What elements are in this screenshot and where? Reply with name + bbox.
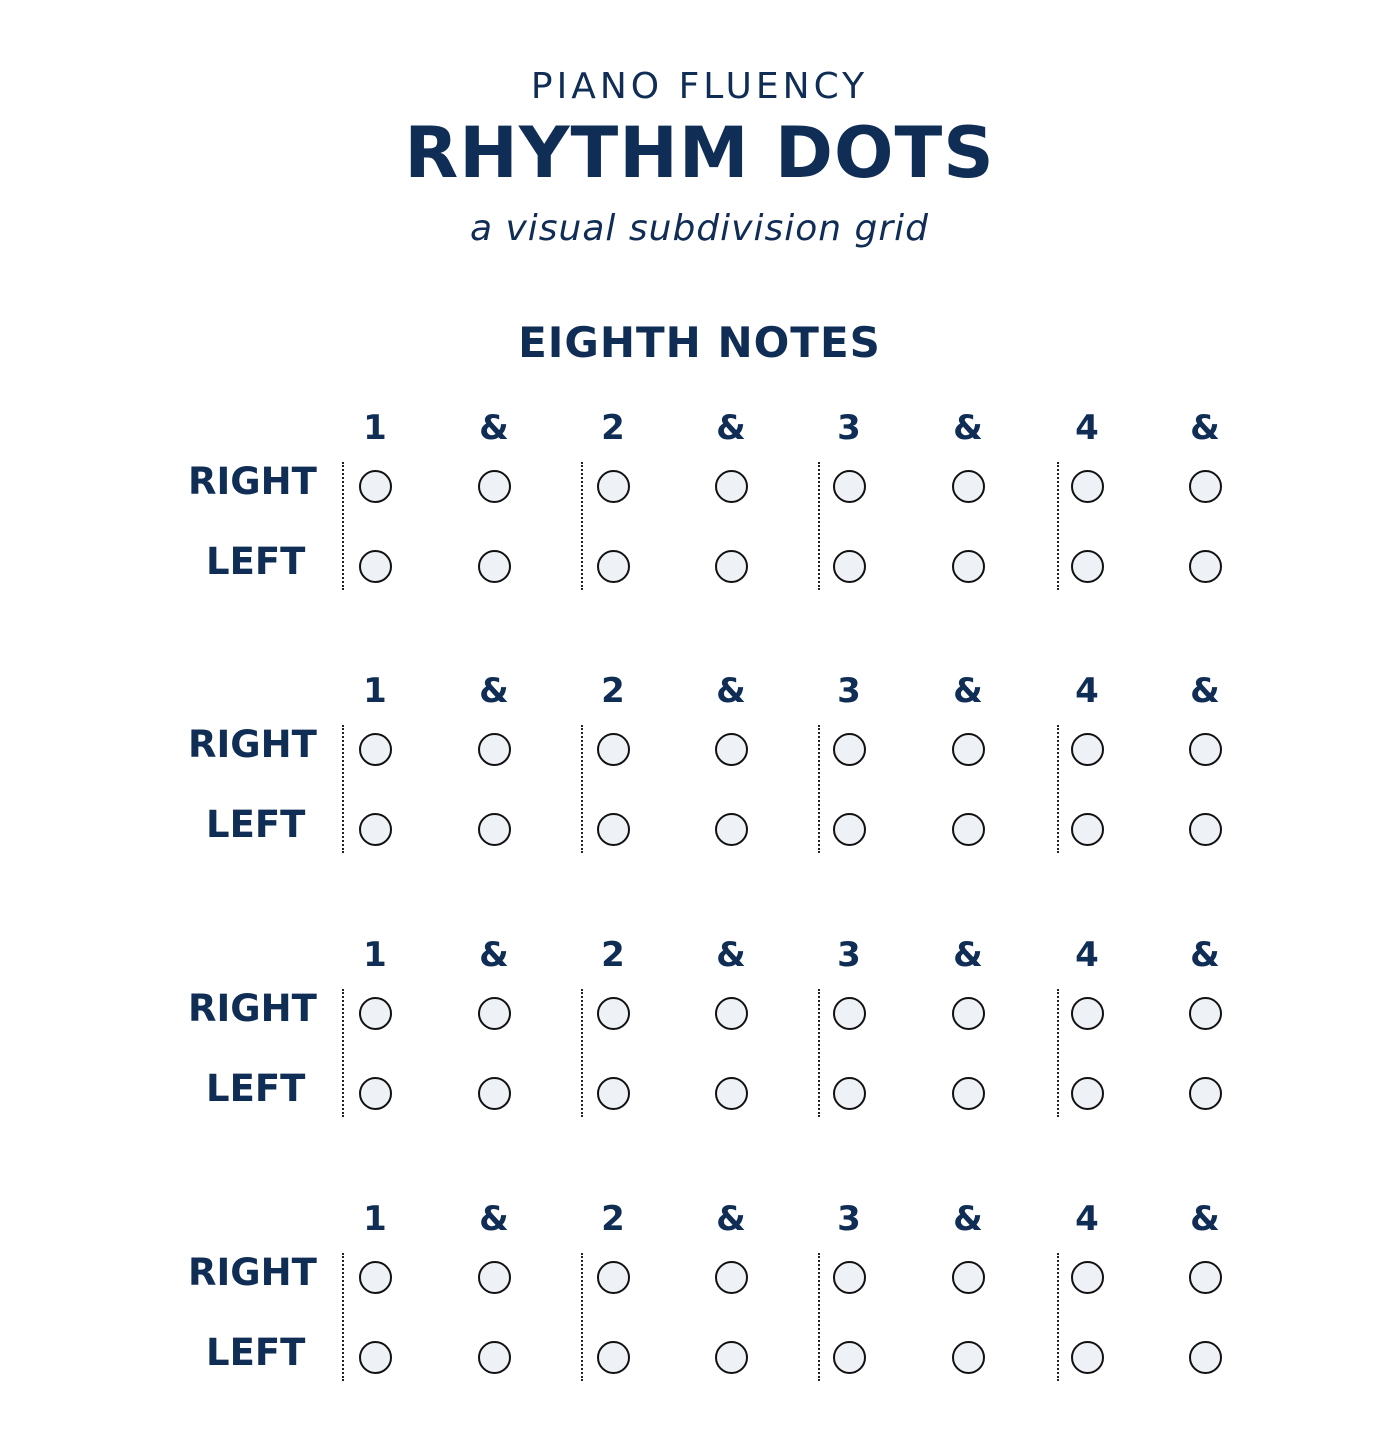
- left-hand-label: LEFT: [206, 803, 306, 846]
- right-hand-dot[interactable]: [715, 733, 748, 766]
- count-label: &: [479, 671, 509, 711]
- left-hand-label: LEFT: [206, 1331, 306, 1374]
- beat-divider: [818, 725, 820, 853]
- right-hand-dot[interactable]: [359, 1261, 392, 1294]
- count-label: 4: [1075, 1199, 1099, 1239]
- right-hand-dot[interactable]: [1189, 997, 1222, 1030]
- count-label: 2: [601, 1199, 625, 1239]
- brand-label: PIANO FLUENCY: [530, 66, 869, 107]
- beat-divider: [1057, 989, 1059, 1117]
- section-title: EIGHTH NOTES: [518, 318, 881, 367]
- right-hand-dot[interactable]: [478, 997, 511, 1030]
- right-hand-dot[interactable]: [1189, 733, 1222, 766]
- left-hand-dot[interactable]: [952, 1077, 985, 1110]
- left-hand-dot[interactable]: [833, 1341, 866, 1374]
- right-hand-dot[interactable]: [833, 1261, 866, 1294]
- right-hand-dot[interactable]: [952, 470, 985, 503]
- left-hand-dot[interactable]: [952, 1341, 985, 1374]
- right-hand-dot[interactable]: [1189, 1261, 1222, 1294]
- count-label: 1: [363, 935, 387, 975]
- right-hand-dot[interactable]: [833, 997, 866, 1030]
- page-subtitle: a visual subdivision grid: [469, 208, 930, 249]
- count-label: 3: [837, 671, 861, 711]
- left-hand-dot[interactable]: [478, 1341, 511, 1374]
- left-hand-dot[interactable]: [478, 1077, 511, 1110]
- count-label: 2: [601, 935, 625, 975]
- beat-divider: [581, 725, 583, 853]
- right-hand-dot[interactable]: [478, 1261, 511, 1294]
- left-hand-label: LEFT: [206, 540, 306, 583]
- rhythm-grid-block: [0, 1199, 1399, 1389]
- left-hand-dot[interactable]: [1189, 813, 1222, 846]
- count-label: &: [716, 935, 746, 975]
- right-hand-label: RIGHT: [188, 987, 317, 1030]
- rhythm-grid-block: [0, 935, 1399, 1125]
- count-label: 3: [837, 1199, 861, 1239]
- right-hand-dot[interactable]: [597, 997, 630, 1030]
- left-hand-dot[interactable]: [1189, 1077, 1222, 1110]
- count-label: &: [1190, 935, 1220, 975]
- left-hand-dot[interactable]: [359, 550, 392, 583]
- beat-divider: [818, 989, 820, 1117]
- beat-divider: [1057, 462, 1059, 590]
- beat-divider: [1057, 725, 1059, 853]
- right-hand-label: RIGHT: [188, 1251, 317, 1294]
- right-hand-dot[interactable]: [952, 997, 985, 1030]
- count-label: 1: [363, 408, 387, 448]
- beat-divider: [581, 1253, 583, 1381]
- right-hand-dot[interactable]: [359, 733, 392, 766]
- beat-divider: [342, 725, 344, 853]
- left-hand-label: LEFT: [206, 1067, 306, 1110]
- right-hand-dot[interactable]: [597, 733, 630, 766]
- right-hand-dot[interactable]: [1071, 470, 1104, 503]
- right-hand-label: RIGHT: [188, 723, 317, 766]
- count-label: &: [716, 408, 746, 448]
- left-hand-dot[interactable]: [1189, 1341, 1222, 1374]
- count-label: &: [716, 671, 746, 711]
- left-hand-dot[interactable]: [1071, 1341, 1104, 1374]
- count-label: &: [479, 1199, 509, 1239]
- left-hand-dot[interactable]: [597, 813, 630, 846]
- rhythm-grid-block: [0, 671, 1399, 861]
- right-hand-dot[interactable]: [952, 733, 985, 766]
- left-hand-dot[interactable]: [597, 550, 630, 583]
- left-hand-dot[interactable]: [478, 550, 511, 583]
- left-hand-dot[interactable]: [478, 813, 511, 846]
- count-label: &: [479, 408, 509, 448]
- right-hand-dot[interactable]: [359, 997, 392, 1030]
- beat-divider: [342, 989, 344, 1117]
- right-hand-dot[interactable]: [715, 997, 748, 1030]
- count-label: &: [953, 935, 983, 975]
- beat-divider: [581, 462, 583, 590]
- beat-divider: [342, 1253, 344, 1381]
- count-label: &: [716, 1199, 746, 1239]
- count-label: 4: [1075, 935, 1099, 975]
- right-hand-dot[interactable]: [597, 1261, 630, 1294]
- right-hand-dot[interactable]: [1071, 997, 1104, 1030]
- count-label: &: [1190, 1199, 1220, 1239]
- left-hand-dot[interactable]: [359, 813, 392, 846]
- rhythm-grid-block: [0, 408, 1399, 598]
- count-label: &: [479, 935, 509, 975]
- beat-divider: [1057, 1253, 1059, 1381]
- left-hand-dot[interactable]: [715, 813, 748, 846]
- beat-divider: [818, 1253, 820, 1381]
- right-hand-dot[interactable]: [359, 470, 392, 503]
- left-hand-dot[interactable]: [715, 550, 748, 583]
- left-hand-dot[interactable]: [359, 1341, 392, 1374]
- left-hand-dot[interactable]: [597, 1341, 630, 1374]
- beat-divider: [342, 462, 344, 590]
- left-hand-dot[interactable]: [833, 813, 866, 846]
- right-hand-dot[interactable]: [1189, 470, 1222, 503]
- count-label: 1: [363, 1199, 387, 1239]
- left-hand-dot[interactable]: [952, 550, 985, 583]
- left-hand-dot[interactable]: [952, 813, 985, 846]
- right-hand-dot[interactable]: [478, 470, 511, 503]
- left-hand-dot[interactable]: [1071, 813, 1104, 846]
- count-label: 4: [1075, 671, 1099, 711]
- left-hand-dot[interactable]: [833, 550, 866, 583]
- count-label: &: [953, 1199, 983, 1239]
- count-label: 3: [837, 408, 861, 448]
- left-hand-dot[interactable]: [597, 1077, 630, 1110]
- beat-divider: [581, 989, 583, 1117]
- right-hand-dot[interactable]: [952, 1261, 985, 1294]
- count-label: 2: [601, 671, 625, 711]
- right-hand-dot[interactable]: [597, 470, 630, 503]
- right-hand-dot[interactable]: [833, 733, 866, 766]
- count-label: 4: [1075, 408, 1099, 448]
- right-hand-dot[interactable]: [1071, 1261, 1104, 1294]
- count-label: 3: [837, 935, 861, 975]
- count-label: 1: [363, 671, 387, 711]
- left-hand-dot[interactable]: [715, 1077, 748, 1110]
- count-label: &: [1190, 408, 1220, 448]
- count-label: 2: [601, 408, 625, 448]
- left-hand-dot[interactable]: [1071, 1077, 1104, 1110]
- page-title: RHYTHM DOTS: [404, 112, 995, 194]
- right-hand-dot[interactable]: [715, 470, 748, 503]
- right-hand-label: RIGHT: [188, 460, 317, 503]
- right-hand-dot[interactable]: [478, 733, 511, 766]
- left-hand-dot[interactable]: [359, 1077, 392, 1110]
- left-hand-dot[interactable]: [1071, 550, 1104, 583]
- count-label: &: [1190, 671, 1220, 711]
- beat-divider: [818, 462, 820, 590]
- left-hand-dot[interactable]: [715, 1341, 748, 1374]
- right-hand-dot[interactable]: [833, 470, 866, 503]
- left-hand-dot[interactable]: [1189, 550, 1222, 583]
- right-hand-dot[interactable]: [1071, 733, 1104, 766]
- left-hand-dot[interactable]: [833, 1077, 866, 1110]
- count-label: &: [953, 408, 983, 448]
- right-hand-dot[interactable]: [715, 1261, 748, 1294]
- count-label: &: [953, 671, 983, 711]
